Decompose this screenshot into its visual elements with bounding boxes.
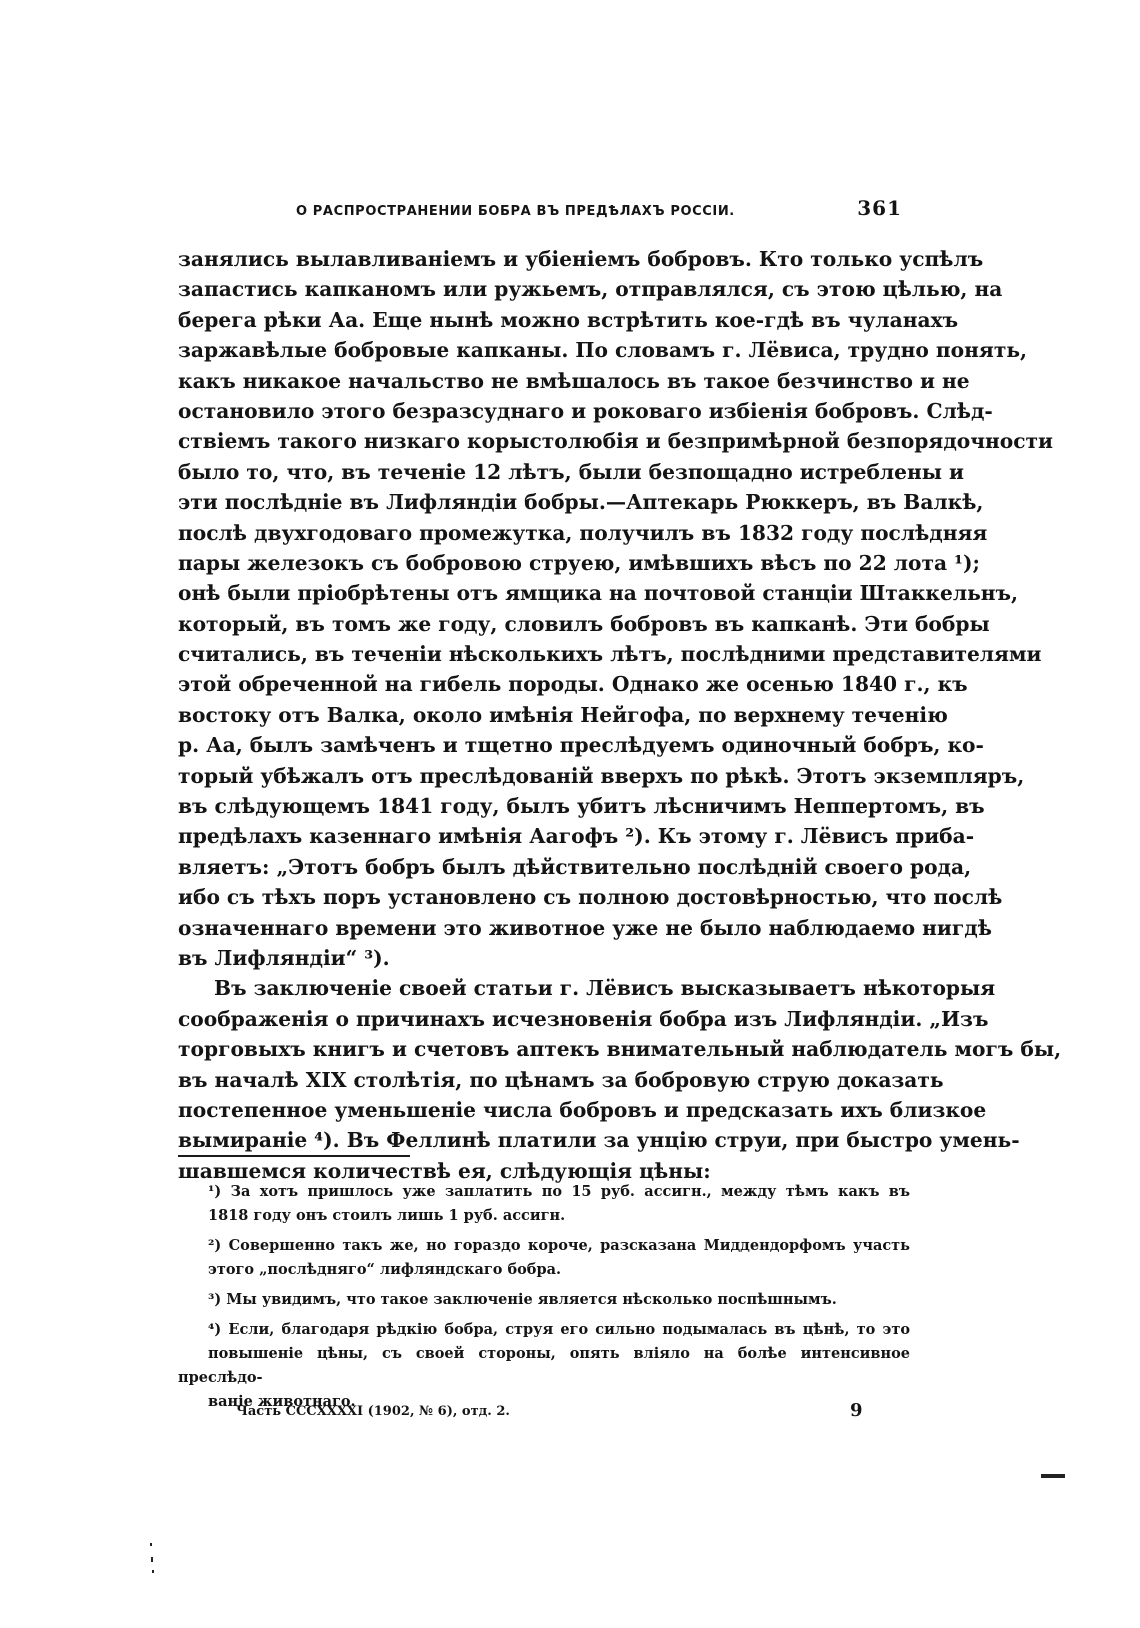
body-line: этой обреченной на гибель породы. Однако же осенью 1840 г., къ xyxy=(178,672,968,697)
printer-signature: Часть CCCXXXXI (1902, № 6), отд. 2. xyxy=(236,1404,510,1419)
body-line: шавшемся количествѣ ея, слѣдующія цѣны: xyxy=(178,1158,711,1183)
body-line: ствіемъ такого низкаго корыстолюбія и безпримѣрной безпорядочности xyxy=(178,429,1054,454)
page-number: 361 xyxy=(857,196,902,220)
scan-speck xyxy=(152,1570,154,1573)
footnote-2 xyxy=(178,1234,910,1282)
body-line: какъ никакое начальство не вмѣшалось въ такое безчинство и не xyxy=(178,368,970,393)
footnote-line: повышеніе цѣны, съ своей стороны, опять вліяло на болѣе интенсивное преслѣдо- xyxy=(178,1345,910,1386)
body-line: въ Лифляндіи“ ³). xyxy=(178,945,390,970)
body-text xyxy=(178,244,1062,1186)
footnotes xyxy=(178,1180,910,1420)
body-line: занялись вылавливаніемъ и убіеніемъ бобровъ. Кто только успѣлъ xyxy=(178,247,984,271)
body-line: остановило этого безразсуднаго и роковаго избіенія бобровъ. Слѣд- xyxy=(178,398,993,423)
body-line: считались, въ теченіи нѣсколькихъ лѣтъ, послѣдними представителями xyxy=(178,642,1042,667)
body-line: послѣ двухгодоваго промежутка, получилъ въ 1832 году послѣдняя xyxy=(178,520,988,545)
body-line: р. Аа, былъ замѣченъ и тщетно преслѣдуемъ одиночный бобръ, ко- xyxy=(178,733,984,758)
body-line: означеннаго времени это животное уже не было наблюдаемо нигдѣ xyxy=(178,915,992,940)
footnote-line: 1818 году онъ стоилъ лишь 1 руб. ассигн. xyxy=(208,1207,566,1224)
body-line: торговыхъ книгъ и счетовъ аптекъ внимательный наблюдатель могъ бы, xyxy=(178,1037,1062,1062)
footnote-1 xyxy=(178,1180,910,1228)
footnote-divider xyxy=(178,1155,410,1157)
body-line: пары железокъ съ бобровою струею, имѣвшихъ вѣсъ по 22 лота ¹); xyxy=(178,550,980,575)
body-line: заржавѣлые бобровые капканы. По словамъ г. Лёвиса, трудно понять, xyxy=(178,338,1028,363)
footnote-line: ²) Совершенно такъ же, но гораздо короче, разсказана Миддендорфомъ участь xyxy=(208,1237,910,1254)
body-line: торый убѣжалъ отъ преслѣдованій вверхъ по рѣкѣ. Этотъ экземпляръ, xyxy=(178,763,1025,788)
body-line: предѣлахъ казеннаго имѣнія Аагофъ ²). Къ этому г. Лёвисъ приба- xyxy=(178,824,975,849)
body-line: въ слѣдующемъ 1841 году, былъ убитъ лѣсничимъ Неппертомъ, въ xyxy=(178,794,985,819)
footnote-3 xyxy=(178,1288,910,1312)
body-line: вляетъ: „Этотъ бобръ былъ дѣйствительно послѣдній своего рода, xyxy=(178,854,972,879)
footnote-line: ¹) За хотъ пришлось уже заплатить по 15 руб. ассигн., между тѣмъ какъ въ xyxy=(208,1183,910,1200)
footnote-line: ⁴) Если, благодаря рѣдкію бобра, струя его сильно подымалась въ цѣнѣ, то это xyxy=(208,1321,910,1338)
page-header xyxy=(178,196,910,230)
body-line: востоку отъ Валка, около имѣнія Нейгофа, по верхнему теченію xyxy=(178,702,948,727)
running-title: О РАСПРОСТРАНЕНИИ БОБРА ВЪ ПРЕДѢЛАХЪ РОССІИ. xyxy=(296,204,735,219)
body-line: вымираніе ⁴). Въ Феллинѣ платили за унцію струи, при быстро умень- xyxy=(178,1128,1020,1153)
body-line: ибо съ тѣхъ поръ установлено съ полною достовѣрностью, что послѣ xyxy=(178,885,1003,910)
footnote-line: этого „послѣдняго“ лифляндскаго бобра. xyxy=(208,1261,562,1278)
body-line: въ началѣ XIX столѣтія, по цѣнамъ за бобровую струю доказать xyxy=(178,1067,944,1092)
scan-speck xyxy=(150,1543,152,1546)
body-line: Въ заключеніе своей статьи г. Лёвисъ высказываетъ нѣкоторыя xyxy=(214,976,996,1001)
scan-speck xyxy=(151,1557,153,1562)
body-line: постепенное уменьшеніе числа бобровъ и предсказать ихъ близкое xyxy=(178,1097,987,1122)
body-line: соображенія о причинахъ исчезновенія бобра изъ Лифляндіи. „Изъ xyxy=(178,1006,989,1031)
sheet-number: 9 xyxy=(850,1400,863,1421)
body-line: запастись капканомъ или ружьемъ, отправлялся, съ этою цѣлью, на xyxy=(178,277,1003,302)
body-line: онѣ были пріобрѣтены отъ ямщика на почтовой станціи Штаккельнъ, xyxy=(178,581,1019,606)
body-line: который, въ томъ же году, словилъ бобровъ въ капканѣ. Эти бобры xyxy=(178,611,990,636)
footnote-line: ³) Мы увидимъ, что такое заключеніе является нѣсколько поспѣшнымъ. xyxy=(208,1291,837,1308)
footnote-line: ваніе животнаго. xyxy=(208,1393,356,1410)
body-line: эти послѣдніе въ Лифляндіи бобры.—Аптекарь Рюккеръ, въ Валкѣ, xyxy=(178,490,984,515)
body-line: было то, что, въ теченіе 12 лѣтъ, были безпощадно истреблены и xyxy=(178,459,965,484)
page-footer xyxy=(178,1400,910,1426)
body-line: берега рѣки Аа. Еще нынѣ можно встрѣтить кое-гдѣ въ чуланахъ xyxy=(178,307,959,332)
scan-mark xyxy=(1041,1474,1065,1478)
